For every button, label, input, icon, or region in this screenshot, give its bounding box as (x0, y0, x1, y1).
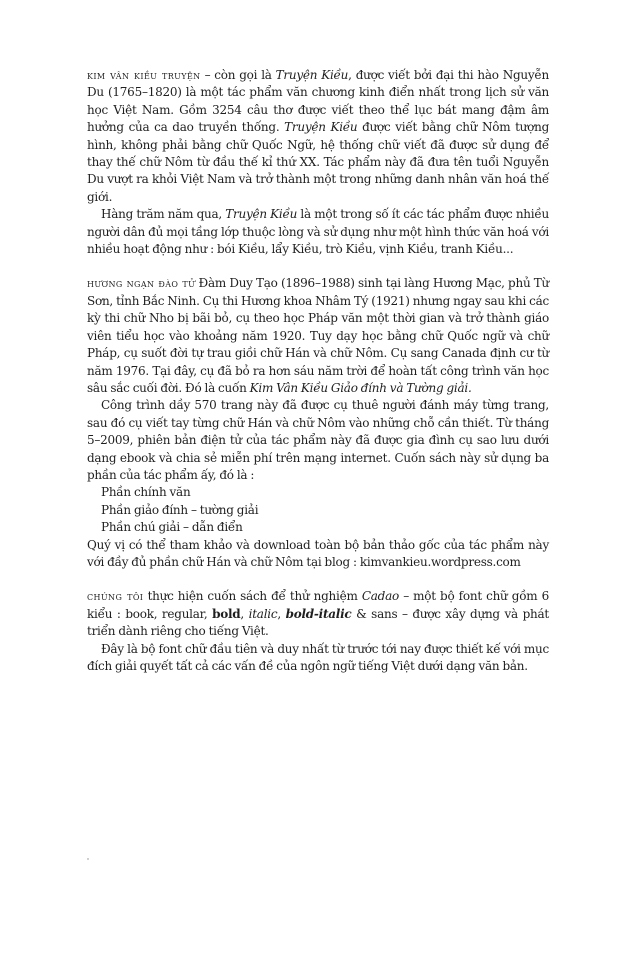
style-bold: bold (212, 606, 241, 621)
book-title: Truyện Kiều (275, 68, 349, 82)
text-run: thực hiện cuốn sách để thử nghiệm (143, 589, 362, 604)
paragraph (87, 67, 549, 206)
lead-in: kim vân kiều truyện (87, 68, 201, 82)
book-title: Kim Vân Kiều Giảo đính và Tường giải. (249, 380, 472, 395)
paragraph (87, 206, 549, 258)
text-run: – còn gọi là (200, 68, 276, 82)
paragraph: Công trình dầy 570 trang này đã được cụ thuê người đánh máy từng trang, sau đó cụ viết tay từng chữ Hán và chữ Nôm vào những chỗ cần thiết. Từ tháng 5–2009, phiên bản điện tử của tác phẩm này đã được gia đình cụ sao lưu dưới dạng ebook và chia sẻ miễn phí trên mạng internet. Cuốn sách này sử dụng ba phần của tác phẩm ấy, đó là : (87, 398, 549, 482)
paragraph (87, 275, 549, 397)
style-bold-italic: bold-italic (285, 606, 352, 621)
section-huong-ngan-dao-tu (87, 275, 549, 571)
parts-list (87, 484, 549, 536)
text-run: là một trong số ít các tác phẩm được nhiều người dân đủ mọi tầng lớp thuộc lòng và sử dụng như một hình thức văn hoá với nhiều hoạt động như : bói Kiều, lẩy Kiều, trò Kiều, vịnh Kiều, tranh Kiều... (87, 207, 549, 257)
text-run: – một bộ font chữ gồm 6 kiểu : book, regular, (87, 589, 550, 621)
lead-in: hương ngạn đào tử (87, 276, 196, 291)
book-title: Truyện Kiều (284, 120, 358, 135)
font-name: Cadao (361, 589, 399, 604)
paragraph (87, 588, 549, 640)
list-item: Phần giảo đính – tường giải (101, 502, 259, 517)
paragraph: Đây là bộ font chữ đầu tiên và duy nhất từ trước tới nay được thiết kế với mục đích giải quyết tất cả các vấn đề của ngôn ngữ tiếng Việt dưới dạng văn bản. (87, 641, 549, 673)
list-item: Phần chính văn (101, 485, 191, 500)
book-title: Truyện Kiều (225, 207, 298, 222)
text-run: , (240, 606, 249, 621)
section-kim-van-kieu (87, 67, 549, 258)
text-run: Hàng trăm năm qua, (101, 207, 226, 222)
text-run: , được viết bởi đại thi hào Nguyễn Du (1765–1820) là một tác phẩm văn chương kinh điển nhất trong lịch sử văn học Việt Nam. Gồm 3254 câu thơ được viết theo thể lục bát mang đậm âm hưởng của ca dao truyền thống. (87, 68, 549, 135)
list-item: Phần chú giải – dẫn điển (101, 520, 243, 535)
lead-in: chúng tôi (87, 589, 144, 604)
paragraph: Quý vị có thể tham khảo và download toàn bộ bản thảo gốc của tác phẩm này với đầy đủ phần chữ Hán và chữ Nôm tại blog : kimvankieu.wordpress.com (87, 537, 549, 569)
text-run: được viết bằng chữ Nôm tượng hình, không phải bằng chữ Quốc Ngữ, hệ thống chữ viết đã được sử dụng để thay thế chữ Nôm từ đầu thế kỉ thứ XX. Tác phẩm này đã đưa tên tuổi Nguyễn Du vượt ra khỏi Việt Nam và trở thành một trong những danh nhân văn hoá thế giới. (87, 120, 550, 204)
text-run: & sans – được xây dựng và phát triển dành riêng cho tiếng Việt. (87, 606, 549, 639)
page-mark (87, 858, 89, 860)
text-run: , (277, 606, 286, 621)
body-text (87, 67, 549, 692)
style-italic: italic (248, 606, 278, 621)
text-run: Đàm Duy Tạo (1896–1988) sinh tại làng Hương Mạc, phủ Từ Sơn, tỉnh Bắc Ninh. Cụ thi Hương khoa Nhâm Tý (1921) nhưng ngay sau khi các kỳ thi chữ Nho bị bãi bỏ, cụ theo học Pháp văn một thời gian và trở thành giáo viên tiểu học vào khoảng năm 1920. Tuy dạy học bằng chữ Quốc ngữ và chữ Pháp, cụ suốt đời tự trau giồi chữ Hán và chữ Nôm. Cụ sang Canada định cư từ năm 1976. Tại đây, cụ đã bỏ ra hơn sáu năm trời để hoàn tất công trình văn học sâu sắc cuối đời. Đó là cuốn (87, 276, 549, 395)
section-chung-toi (87, 588, 549, 675)
